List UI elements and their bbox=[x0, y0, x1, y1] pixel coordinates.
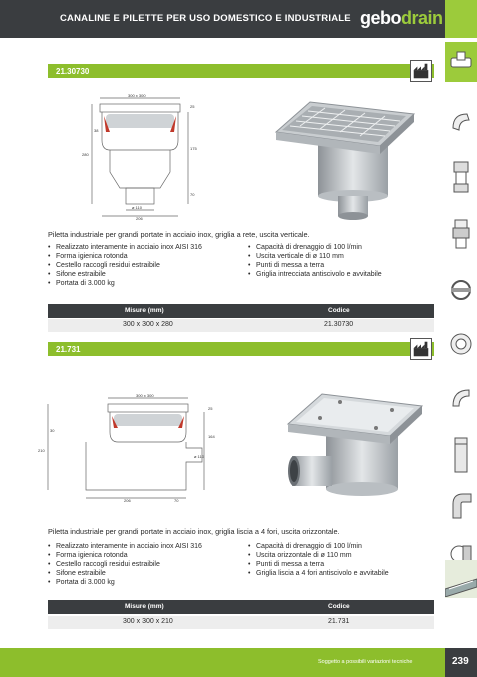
pipe-adapter-icon[interactable] bbox=[451, 218, 471, 250]
dim-left-inner: 30 bbox=[50, 428, 55, 433]
page-number: 239 bbox=[452, 656, 469, 667]
product-description: Piletta industriale per grandi portate in acciaio inox, griglia a rete, uscita verticale. bbox=[48, 230, 310, 239]
table-cell-size: 300 x 300 x 210 bbox=[123, 618, 173, 625]
pipe-collar-icon[interactable] bbox=[449, 332, 473, 356]
pipe-fitting-icon[interactable] bbox=[451, 160, 471, 194]
table-cell-code: 21.30730 bbox=[324, 321, 354, 328]
feature-item: • Realizzato interamente in acciaio inox AISI 316 bbox=[56, 542, 238, 551]
dim-right: 175 bbox=[190, 146, 197, 151]
feature-list-left bbox=[48, 542, 238, 587]
product-header-bar bbox=[48, 342, 434, 356]
pipe-elbow-icon[interactable] bbox=[449, 108, 473, 134]
feature-item: • Uscita orizzontale di ø 110 mm bbox=[256, 551, 438, 560]
technical-drawing bbox=[36, 392, 226, 504]
table-header bbox=[48, 600, 434, 614]
pipe-clamp-icon[interactable] bbox=[449, 276, 473, 304]
feature-item: • Uscita verticale di ø 110 mm bbox=[256, 252, 438, 261]
pipe-elbow-icon[interactable] bbox=[449, 490, 473, 520]
dim-right-top: 25 bbox=[190, 104, 195, 109]
dim-top: 300 x 300 bbox=[128, 93, 146, 98]
feature-item: • Forma igienica rotonda bbox=[56, 252, 238, 261]
dim-base: 206 bbox=[124, 498, 131, 503]
product-description: Piletta industriale per grandi portate in acciaio inox, griglia liscia a 4 fori, uscita orizzontale. bbox=[48, 527, 340, 536]
feature-item: • Cestello raccogli residui estraibile bbox=[56, 261, 238, 270]
table-header bbox=[48, 304, 434, 318]
feature-list-right bbox=[248, 243, 438, 279]
dim-left-inner: 38 bbox=[94, 128, 99, 133]
feature-item: • Griglia intrecciata antiscivolo e avvitabile bbox=[256, 270, 438, 279]
page-title: CANALINE E PILETTE PER USO DOMESTICO E INDUSTRIALE bbox=[60, 13, 351, 24]
table-cell-code: 21.731 bbox=[328, 618, 350, 625]
feature-item: • Sifone estraibile bbox=[56, 270, 238, 279]
feature-item: • Cestello raccogli residui estraibile bbox=[56, 560, 238, 569]
feature-item: • Punti di messa a terra bbox=[256, 261, 438, 270]
feature-item: • Sifone estraibile bbox=[56, 569, 238, 578]
channel-drain-icon[interactable] bbox=[445, 575, 477, 597]
feature-item: • Capacità di drenaggio di 100 l/min bbox=[256, 542, 438, 551]
product-image bbox=[286, 384, 426, 514]
table-row bbox=[48, 319, 434, 332]
dim-right: 164 bbox=[208, 434, 215, 439]
dim-left: 210 bbox=[38, 448, 45, 453]
column-header-code: Codice bbox=[328, 603, 350, 610]
table-row bbox=[48, 616, 434, 629]
column-header-code: Codice bbox=[328, 307, 350, 314]
feature-item: • Capacità di drenaggio di 100 l/min bbox=[256, 243, 438, 252]
product-image bbox=[270, 96, 420, 226]
pipe-straight-icon[interactable] bbox=[453, 436, 469, 474]
dim-bottom: 70 bbox=[190, 192, 195, 197]
dim-base: 206 bbox=[136, 216, 143, 221]
footer-note: Soggetto a possibili variazioni tecniche bbox=[318, 659, 413, 665]
column-header-size: Misure (mm) bbox=[125, 603, 164, 610]
feature-list-left bbox=[48, 243, 238, 288]
feature-item: • Realizzato interamente in acciaio inox AISI 316 bbox=[56, 243, 238, 252]
logo-tab bbox=[445, 0, 477, 38]
feature-item: • Forma igienica rotonda bbox=[56, 551, 238, 560]
factory-icon bbox=[410, 338, 432, 360]
product-code: 21.731 bbox=[56, 345, 81, 354]
technical-drawing bbox=[80, 92, 210, 222]
pipe-bend-icon[interactable] bbox=[449, 384, 473, 410]
dim-outlet: ø 110 bbox=[194, 454, 204, 459]
feature-item: • Portata di 3.000 kg bbox=[56, 578, 238, 587]
table-cell-size: 300 x 300 x 280 bbox=[123, 321, 173, 328]
dim-left: 280 bbox=[82, 152, 89, 157]
dim-right-top: 25 bbox=[208, 406, 213, 411]
column-header-size: Misure (mm) bbox=[125, 307, 164, 314]
feature-list-right bbox=[248, 542, 438, 578]
feature-item: • Punti di messa a terra bbox=[256, 560, 438, 569]
product-code: 21.30730 bbox=[56, 67, 90, 76]
feature-item: • Portata di 3.000 kg bbox=[56, 279, 238, 288]
factory-icon bbox=[410, 60, 432, 82]
dim-top: 300 x 300 bbox=[136, 393, 154, 398]
pipe-tee-icon[interactable] bbox=[449, 50, 473, 74]
dim-base-right: 70 bbox=[174, 498, 179, 503]
feature-item: • Griglia liscia a 4 fori antiscivolo e avvitabile bbox=[256, 569, 438, 578]
dim-outlet: ø 110 bbox=[132, 205, 142, 210]
product-header-bar bbox=[48, 64, 434, 78]
brand-logo: gebodrain bbox=[360, 8, 443, 28]
